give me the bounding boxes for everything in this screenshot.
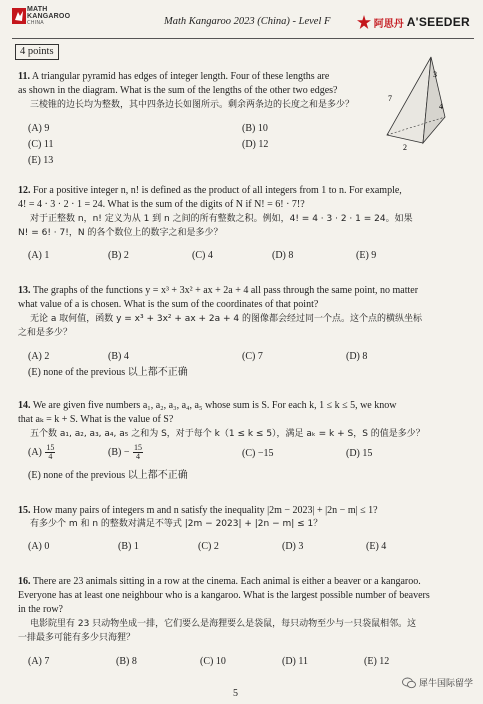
q12-option-a[interactable]: (A) 1: [28, 250, 50, 261]
q16-line-1: [18, 575, 421, 588]
q11-option-a[interactable]: (A) 9: [28, 123, 50, 134]
q11-option-c[interactable]: (C) 11: [28, 139, 54, 150]
q16-text-3: in the row?: [18, 604, 63, 615]
q16-option-e[interactable]: (E) 12: [364, 656, 390, 667]
edge-label-4: 4: [439, 102, 443, 111]
q13-number: 13.: [18, 285, 31, 296]
q16-text-2: Everyone has at least one neighbour who is a kangaroo. What is the largest possible number of beavers: [18, 590, 430, 601]
q15-option-b[interactable]: (B) 1: [118, 541, 139, 552]
q13-option-c[interactable]: (C) 7: [242, 351, 263, 362]
brand-cn: 阿思丹: [373, 18, 404, 30]
points-label: 4 points: [15, 44, 59, 60]
header-divider: [12, 38, 474, 39]
q12-option-e[interactable]: (E) 9: [356, 250, 377, 261]
q14-option-a-label: (A): [28, 447, 42, 458]
q14-option-a-fraction: [45, 444, 55, 461]
q14-line-1: [18, 399, 396, 412]
q14-option-b-label: (B) −: [108, 447, 130, 458]
q16-option-a[interactable]: (A) 7: [28, 656, 50, 667]
fraction-numerator: 15: [133, 443, 142, 453]
q12-option-c[interactable]: (C) 4: [192, 250, 213, 261]
q16-text-cn-2: 一排最多可能有多少只海狸？: [18, 633, 136, 643]
q15-option-e[interactable]: (E) 4: [366, 541, 387, 552]
q15-text-1: How many pairs of integers m and n satisfy the inequality |2m − 2023| + |2n − m| ≤ 1?: [33, 505, 378, 516]
q16-option-c[interactable]: (C) 10: [200, 656, 226, 667]
q12-option-b[interactable]: (B) 2: [108, 250, 129, 261]
q12-text-1: For a positive integer n, n! is defined as the product of all integers from 1 to n. For example,: [33, 185, 402, 196]
page-number: 5: [233, 688, 238, 699]
page-title: Math Kangaroo 2023 (China) - Level F: [164, 16, 331, 27]
edge-label-7: 7: [388, 94, 392, 103]
fraction-denominator: 4: [135, 452, 140, 462]
q12-option-d[interactable]: (D) 8: [272, 250, 294, 261]
logo-line-1: MATH: [27, 6, 48, 13]
q14-text-2: that aₖ = k + S. What is the value of S?: [18, 414, 174, 425]
q16-number: 16.: [18, 576, 31, 587]
fraction-numerator: 15: [46, 443, 55, 453]
star-icon: [357, 15, 371, 29]
page-header: [12, 6, 474, 36]
q14-text-cn: 五个数 a₁, a₂, a₃, a₄, a₅ 之和为 S，对于每个 k（1 ≤ k ≤ 5），满足 aₖ = k + S，S 的值是多少？: [30, 429, 425, 439]
q11-number: 11.: [18, 71, 30, 82]
q13-text-cn-2: 之和是多少？: [18, 328, 73, 338]
q13-text-2: what value of a is chosen. What is the sum of the coordinates of that point?: [18, 299, 319, 310]
q13-text-1: The graphs of the functions y = x³ + 3x² + ax + 2a + 4 all pass through the same point, no matter: [32, 285, 419, 296]
q13-option-b[interactable]: (B) 4: [108, 351, 129, 362]
watermark: [402, 676, 473, 689]
q14-number: 14.: [18, 400, 31, 411]
q14-text-1: We are given five numbers a₁, a₂, a₃, a₄, a₅ whose sum is S. For each k, 1 ≤ k ≤ 5, we know: [32, 400, 397, 411]
q12-text-cn-2: N! = 6! · 7!，N 的各个数位上的数字之和是多少？: [18, 228, 223, 238]
q16-option-b[interactable]: (B) 8: [116, 656, 137, 667]
q14-option-b[interactable]: [108, 443, 144, 463]
q11-text-2: as shown in the diagram. What is the sum of the lengths of the other two edges?: [18, 85, 338, 96]
q15-line-1: [18, 504, 378, 517]
q12-line-1: [18, 184, 402, 197]
q11-option-d[interactable]: (D) 12: [242, 139, 269, 150]
fraction-denominator: 4: [48, 452, 53, 462]
q14-option-c[interactable]: (C) −15: [242, 448, 274, 459]
wechat-icon: [402, 677, 416, 689]
brand-en: A'SEEDER: [406, 15, 470, 29]
q15-text-cn: 有多少个 m 和 n 的整数对满足不等式 |2m − 2023| + |2n − m| ≤ 1？: [30, 519, 323, 529]
q16-text-1: There are 23 animals sitting in a row at the cinema. Each animal is either a beaver or a kangaroo.: [32, 576, 421, 587]
q12-text-2: 4! = 4 · 3 · 2 · 1 = 24. What is the sum of the digits of N if N! = 6! · 7!?: [18, 199, 305, 210]
q16-text-cn-1: 电影院里有 23 只动物坐成一排，它们要么是海狸要么是袋鼠，每只动物至少与一只袋鼠相邻。这: [30, 619, 417, 629]
q15-option-a[interactable]: (A) 0: [28, 541, 50, 552]
q13-option-a[interactable]: (A) 2: [28, 351, 50, 362]
watermark-text: 犀牛国际留学: [418, 679, 473, 689]
q15-number: 15.: [18, 505, 31, 516]
q11-line-1: [18, 70, 329, 83]
q12-text-cn-1: 对于正整数 n，n! 定义为从 1 到 n 之间的所有整数之积。例如，4! = 4 · 3 · 2 · 1 = 24。如果: [30, 214, 413, 224]
q13-option-e[interactable]: (E) none of the previous 以上都不正确: [28, 367, 188, 378]
q15-option-d[interactable]: (D) 3: [282, 541, 304, 552]
q13-option-d[interactable]: (D) 8: [346, 351, 368, 362]
logo-line-3: CHINA: [27, 20, 44, 26]
edge-label-3: 3: [433, 70, 437, 79]
q16-option-d[interactable]: (D) 11: [282, 656, 309, 667]
q11-text-cn: 三棱锥的边长均为整数，其中四条边长如图所示。剩余两条边的长度之和是多少？: [30, 100, 355, 110]
pyramid-diagram: [383, 53, 453, 153]
aseeder-logo: [357, 12, 470, 32]
q15-option-c[interactable]: (C) 2: [198, 541, 219, 552]
logo-line-2: KANGAROO: [27, 13, 71, 20]
math-kangaroo-logo: [12, 6, 82, 36]
q14-option-d[interactable]: (D) 15: [346, 448, 373, 459]
q11-option-e[interactable]: (E) 13: [28, 155, 54, 166]
q12-number: 12.: [18, 185, 31, 196]
q14-option-e[interactable]: (E) none of the previous 以上都不正确: [28, 470, 188, 481]
q13-text-cn-1: 无论 a 取何值，函数 y = x³ + 3x² + ax + 2a + 4 的图像都会经过同一个点。这个点的横纵坐标: [30, 314, 423, 324]
kangaroo-logo-icon: [12, 8, 26, 24]
q11-text-1: A triangular pyramid has edges of integer length. Four of these lengths are: [31, 71, 330, 82]
edge-label-2: 2: [403, 143, 407, 152]
q11-option-b[interactable]: (B) 10: [242, 123, 268, 134]
q13-line-1: [18, 284, 418, 297]
q14-option-b-fraction: [133, 444, 143, 461]
q14-option-a[interactable]: [28, 443, 56, 463]
